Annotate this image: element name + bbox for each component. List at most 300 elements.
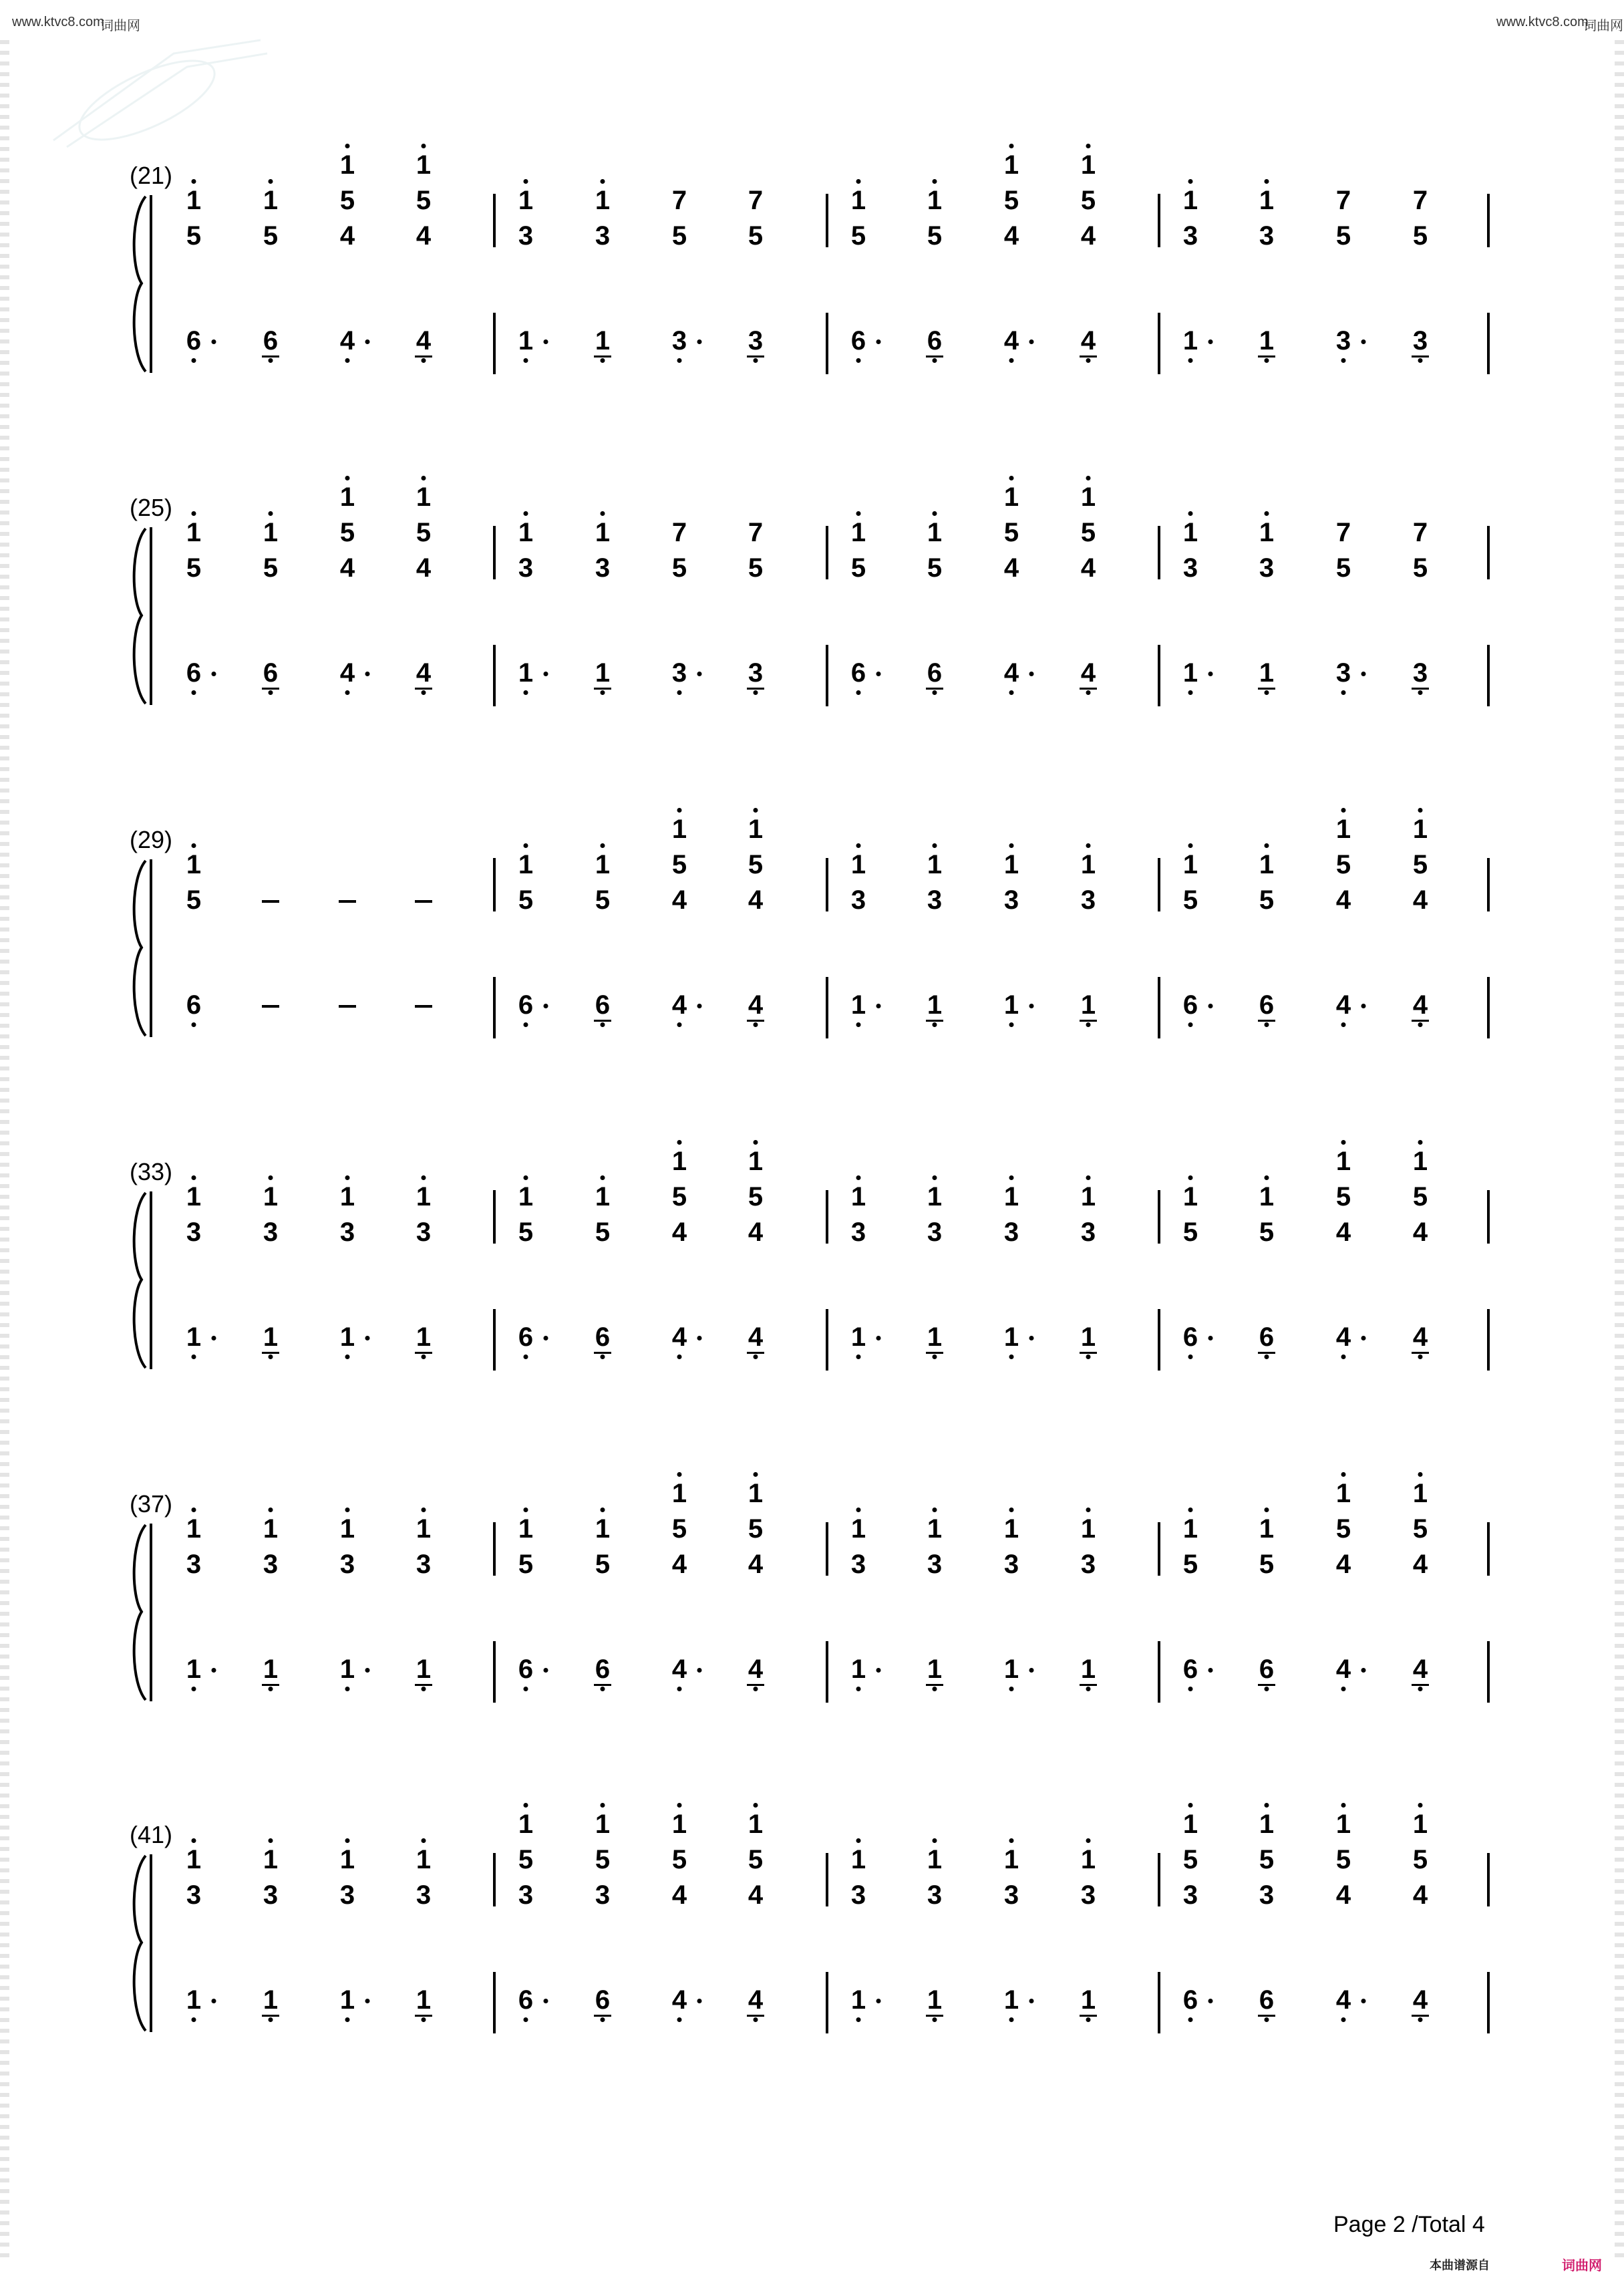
system-brace xyxy=(127,1190,154,1371)
high-octave-dot xyxy=(192,1175,196,1180)
bass-note: 6 xyxy=(927,326,943,355)
treble-note-high: 1 xyxy=(748,1479,764,1508)
treble-note-upper: 1 xyxy=(1182,186,1198,215)
bass-barline xyxy=(1158,645,1160,706)
bass-note: 6 xyxy=(518,1322,534,1352)
low-octave-dot xyxy=(856,690,861,695)
bass-note: 1 xyxy=(927,990,943,1020)
high-octave-dot xyxy=(1188,1508,1193,1512)
duration-dot xyxy=(1029,1004,1034,1008)
treble-note-lower: 3 xyxy=(1182,221,1198,251)
eighth-underline xyxy=(747,355,764,358)
system-brace xyxy=(127,858,154,1038)
treble-note-high: 1 xyxy=(671,1479,687,1508)
system-brace xyxy=(127,526,154,706)
treble-note-upper: 1 xyxy=(927,1182,943,1211)
treble-barline xyxy=(493,194,496,247)
treble-note-lower: 4 xyxy=(1412,1880,1428,1910)
low-octave-dot xyxy=(601,358,605,363)
bass-note: 6 xyxy=(1182,1322,1198,1352)
high-octave-dot xyxy=(345,1838,350,1843)
high-octave-dot xyxy=(754,808,758,813)
low-octave-dot xyxy=(524,1022,528,1027)
low-octave-dot xyxy=(1341,358,1346,363)
eighth-underline xyxy=(1080,1352,1097,1354)
treble-note-lower: 4 xyxy=(748,1550,764,1579)
bass-note: 3 xyxy=(671,658,687,688)
treble-note-high: 1 xyxy=(518,1810,534,1839)
treble-note-high: 1 xyxy=(1335,1147,1351,1176)
eighth-underline xyxy=(1412,355,1429,358)
low-octave-dot xyxy=(1188,2017,1193,2022)
low-octave-dot xyxy=(269,690,273,695)
treble-note-lower: 4 xyxy=(416,553,432,583)
bass-note: 1 xyxy=(850,1655,866,1684)
system-number: (29) xyxy=(130,826,173,853)
bass-note: 6 xyxy=(186,326,202,355)
treble-note-upper: 7 xyxy=(671,518,687,547)
bass-note: 1 xyxy=(416,1322,432,1352)
eighth-underline xyxy=(1080,355,1097,358)
high-octave-dot xyxy=(856,843,861,848)
eighth-underline xyxy=(747,1352,764,1354)
treble-note-high: 1 xyxy=(416,482,432,512)
treble-note-upper: 1 xyxy=(518,518,534,547)
high-octave-dot xyxy=(524,1508,528,1512)
low-octave-dot xyxy=(524,1687,528,1691)
treble-note-upper: 5 xyxy=(1259,1845,1275,1874)
treble-note-lower: 5 xyxy=(595,1218,611,1247)
treble-note-upper: 1 xyxy=(1003,1845,1019,1874)
bass-note: 1 xyxy=(850,1985,866,2015)
high-octave-dot xyxy=(1009,476,1014,480)
treble-barline xyxy=(1487,1522,1490,1576)
high-octave-dot xyxy=(524,511,528,516)
treble-note-lower: 3 xyxy=(339,1550,355,1579)
bass-note: 4 xyxy=(748,990,764,1020)
high-octave-dot xyxy=(933,1508,937,1512)
treble-note-upper: 5 xyxy=(416,186,432,215)
low-octave-dot xyxy=(269,358,273,363)
treble-note-lower: 3 xyxy=(416,1218,432,1247)
bass-note: 6 xyxy=(263,326,279,355)
treble-barline xyxy=(1158,194,1160,247)
high-octave-dot xyxy=(856,1508,861,1512)
duration-dot xyxy=(697,1336,702,1340)
header-right-site: www.ktvc8.com xyxy=(1496,15,1589,29)
low-octave-dot xyxy=(933,358,937,363)
bass-note: 6 xyxy=(595,1985,611,2015)
bass-note: 1 xyxy=(416,1985,432,2015)
duration-dot xyxy=(544,1336,548,1340)
treble-note-upper: 1 xyxy=(518,850,534,879)
treble-note-upper: 1 xyxy=(339,1514,355,1544)
header-right-name: 词曲网 xyxy=(1583,19,1623,33)
bass-note: 6 xyxy=(927,658,943,688)
eighth-underline xyxy=(594,355,611,358)
low-octave-dot xyxy=(1009,2017,1014,2022)
bass-note: 4 xyxy=(748,1655,764,1684)
low-octave-dot xyxy=(1265,690,1269,695)
treble-note-lower: 3 xyxy=(1080,885,1096,915)
treble-note-high: 1 xyxy=(1080,150,1096,180)
high-octave-dot xyxy=(1341,1803,1346,1808)
sustain-dash xyxy=(415,900,432,903)
low-octave-dot xyxy=(933,1022,937,1027)
treble-note-lower: 3 xyxy=(1182,1880,1198,1910)
bass-barline xyxy=(1487,645,1490,706)
treble-barline xyxy=(1158,1853,1160,1906)
low-octave-dot xyxy=(1341,690,1346,695)
duration-dot xyxy=(697,339,702,344)
treble-note-lower: 5 xyxy=(595,1550,611,1579)
high-octave-dot xyxy=(192,179,196,184)
duration-dot xyxy=(544,339,548,344)
low-octave-dot xyxy=(1341,1022,1346,1027)
high-octave-dot xyxy=(1086,1508,1091,1512)
treble-note-upper: 1 xyxy=(263,1514,279,1544)
eighth-underline xyxy=(747,688,764,690)
treble-note-upper: 5 xyxy=(339,186,355,215)
treble-note-upper: 5 xyxy=(671,850,687,879)
low-octave-dot xyxy=(856,1022,861,1027)
low-octave-dot xyxy=(269,1687,273,1691)
system-brace xyxy=(127,194,154,374)
bass-note: 6 xyxy=(850,658,866,688)
treble-note-high: 1 xyxy=(339,482,355,512)
low-octave-dot xyxy=(422,1354,426,1359)
duration-dot xyxy=(212,339,216,344)
bass-note: 1 xyxy=(595,326,611,355)
high-octave-dot xyxy=(754,1472,758,1477)
low-octave-dot xyxy=(677,1354,682,1359)
treble-note-lower: 3 xyxy=(850,1550,866,1579)
bass-note: 4 xyxy=(671,1655,687,1684)
eighth-underline xyxy=(262,355,279,358)
treble-note-lower: 4 xyxy=(1412,1218,1428,1247)
bass-barline xyxy=(1487,977,1490,1038)
system-brace xyxy=(127,1853,154,2033)
low-octave-dot xyxy=(601,1022,605,1027)
low-octave-dot xyxy=(1418,690,1423,695)
treble-note-upper: 5 xyxy=(416,518,432,547)
duration-dot xyxy=(1029,1668,1034,1673)
treble-note-lower: 3 xyxy=(416,1550,432,1579)
duration-dot xyxy=(1361,1004,1366,1008)
high-octave-dot xyxy=(601,843,605,848)
low-octave-dot xyxy=(1418,358,1423,363)
treble-barline xyxy=(1158,1190,1160,1244)
high-octave-dot xyxy=(524,179,528,184)
high-octave-dot xyxy=(1188,179,1193,184)
duration-dot xyxy=(365,672,370,676)
high-octave-dot xyxy=(677,808,682,813)
high-octave-dot xyxy=(601,1803,605,1808)
low-octave-dot xyxy=(1341,1687,1346,1691)
system-number: (25) xyxy=(130,494,173,521)
treble-note-upper: 5 xyxy=(748,1514,764,1544)
treble-note-upper: 1 xyxy=(518,1182,534,1211)
treble-note-upper: 5 xyxy=(518,1845,534,1874)
low-octave-dot xyxy=(345,690,350,695)
treble-note-upper: 1 xyxy=(416,1182,432,1211)
treble-note-upper: 1 xyxy=(518,186,534,215)
treble-note-lower: 5 xyxy=(671,221,687,251)
eighth-underline xyxy=(415,2015,432,2017)
high-octave-dot xyxy=(677,1803,682,1808)
low-octave-dot xyxy=(1265,1687,1269,1691)
bass-note: 6 xyxy=(1259,990,1275,1020)
low-octave-dot xyxy=(345,358,350,363)
treble-note-lower: 5 xyxy=(1182,1218,1198,1247)
treble-note-lower: 3 xyxy=(186,1218,202,1247)
eighth-underline xyxy=(1080,1684,1097,1686)
treble-note-lower: 5 xyxy=(1259,1550,1275,1579)
high-octave-dot xyxy=(601,179,605,184)
low-octave-dot xyxy=(1009,690,1014,695)
bass-note: 4 xyxy=(339,326,355,355)
bass-note: 3 xyxy=(1335,326,1351,355)
duration-dot xyxy=(1361,672,1366,676)
treble-note-high: 1 xyxy=(595,1810,611,1839)
bass-note: 6 xyxy=(1182,1985,1198,2015)
treble-note-lower: 5 xyxy=(186,553,202,583)
high-octave-dot xyxy=(1086,1838,1091,1843)
bass-note: 1 xyxy=(1182,658,1198,688)
bass-note: 3 xyxy=(1412,326,1428,355)
duration-dot xyxy=(212,1999,216,2003)
treble-note-lower: 4 xyxy=(1003,221,1019,251)
high-octave-dot xyxy=(1265,1508,1269,1512)
low-octave-dot xyxy=(1086,1687,1091,1691)
bass-note: 4 xyxy=(671,1322,687,1352)
treble-note-upper: 1 xyxy=(263,186,279,215)
bass-note: 1 xyxy=(1003,990,1019,1020)
header-left-name: 词曲网 xyxy=(100,19,140,33)
eighth-underline xyxy=(926,355,943,358)
system-brace xyxy=(127,1522,154,1703)
high-octave-dot xyxy=(1188,843,1193,848)
treble-note-lower: 3 xyxy=(927,1218,943,1247)
bass-note: 4 xyxy=(416,658,432,688)
treble-note-upper: 5 xyxy=(1412,850,1428,879)
treble-note-upper: 1 xyxy=(416,1514,432,1544)
treble-note-lower: 3 xyxy=(595,1880,611,1910)
eighth-underline xyxy=(1412,2015,1429,2017)
treble-note-lower: 3 xyxy=(1003,885,1019,915)
treble-barline xyxy=(1487,858,1490,911)
treble-note-lower: 5 xyxy=(748,221,764,251)
treble-note-upper: 1 xyxy=(850,518,866,547)
eighth-underline xyxy=(1080,688,1097,690)
treble-note-upper: 1 xyxy=(1182,1514,1198,1544)
low-octave-dot xyxy=(856,2017,861,2022)
low-octave-dot xyxy=(269,1354,273,1359)
treble-note-high: 1 xyxy=(1335,1479,1351,1508)
treble-note-lower: 3 xyxy=(518,1880,534,1910)
high-octave-dot xyxy=(1265,1175,1269,1180)
low-octave-dot xyxy=(1188,1687,1193,1691)
high-octave-dot xyxy=(1265,1803,1269,1808)
low-octave-dot xyxy=(1188,1022,1193,1027)
treble-note-high: 1 xyxy=(748,1810,764,1839)
treble-barline xyxy=(1487,526,1490,579)
high-octave-dot xyxy=(1341,1472,1346,1477)
eighth-underline xyxy=(415,688,432,690)
treble-note-lower: 3 xyxy=(1003,1550,1019,1579)
duration-dot xyxy=(876,1668,881,1673)
treble-note-upper: 1 xyxy=(339,1845,355,1874)
eighth-underline xyxy=(1258,2015,1275,2017)
high-octave-dot xyxy=(677,1140,682,1145)
bass-note: 1 xyxy=(595,658,611,688)
treble-note-upper: 1 xyxy=(927,1514,943,1544)
bass-note: 1 xyxy=(339,1322,355,1352)
duration-dot xyxy=(1208,1336,1213,1340)
bass-note: 1 xyxy=(186,1322,202,1352)
system-number: (41) xyxy=(130,1821,173,1848)
low-octave-dot xyxy=(192,690,196,695)
bass-note: 3 xyxy=(671,326,687,355)
low-octave-dot xyxy=(1009,1022,1014,1027)
treble-note-high: 1 xyxy=(1335,815,1351,844)
low-octave-dot xyxy=(933,2017,937,2022)
treble-note-lower: 5 xyxy=(263,221,279,251)
treble-note-upper: 1 xyxy=(1259,1182,1275,1211)
treble-note-lower: 5 xyxy=(1259,885,1275,915)
duration-dot xyxy=(876,1336,881,1340)
treble-note-lower: 3 xyxy=(1003,1218,1019,1247)
low-octave-dot xyxy=(1009,1354,1014,1359)
bass-note: 4 xyxy=(1080,326,1096,355)
high-octave-dot xyxy=(345,144,350,148)
duration-dot xyxy=(697,672,702,676)
high-octave-dot xyxy=(345,1175,350,1180)
treble-note-upper: 1 xyxy=(1182,850,1198,879)
treble-barline xyxy=(1487,1853,1490,1906)
low-octave-dot xyxy=(677,2017,682,2022)
treble-note-upper: 5 xyxy=(1335,1514,1351,1544)
eighth-underline xyxy=(594,688,611,690)
bass-note: 4 xyxy=(1335,990,1351,1020)
treble-note-upper: 1 xyxy=(1080,1845,1096,1874)
treble-note-upper: 5 xyxy=(1412,1514,1428,1544)
bass-note: 1 xyxy=(263,1322,279,1352)
low-octave-dot xyxy=(754,1354,758,1359)
high-octave-dot xyxy=(524,843,528,848)
treble-note-upper: 1 xyxy=(595,518,611,547)
eighth-underline xyxy=(1412,688,1429,690)
duration-dot xyxy=(697,1999,702,2003)
treble-barline xyxy=(1487,1190,1490,1244)
bass-barline xyxy=(1487,1972,1490,2033)
low-octave-dot xyxy=(192,2017,196,2022)
eighth-underline xyxy=(594,2015,611,2017)
treble-note-lower: 3 xyxy=(850,1880,866,1910)
treble-note-high: 1 xyxy=(1003,482,1019,512)
treble-note-lower: 4 xyxy=(1335,1218,1351,1247)
treble-note-lower: 4 xyxy=(1335,1550,1351,1579)
treble-note-upper: 1 xyxy=(1182,1182,1198,1211)
bass-barline xyxy=(1158,313,1160,374)
bass-note: 4 xyxy=(671,1985,687,2015)
low-octave-dot xyxy=(192,358,196,363)
high-octave-dot xyxy=(192,511,196,516)
system-number: (33) xyxy=(130,1158,173,1185)
treble-note-lower: 5 xyxy=(1335,221,1351,251)
eighth-underline xyxy=(1258,1352,1275,1354)
treble-note-lower: 5 xyxy=(1412,221,1428,251)
bass-note: 6 xyxy=(186,658,202,688)
treble-note-lower: 3 xyxy=(1182,553,1198,583)
bass-note: 1 xyxy=(850,1322,866,1352)
bass-barline xyxy=(1158,1972,1160,2033)
bass-barline xyxy=(1487,313,1490,374)
bass-barline xyxy=(493,977,496,1038)
bass-barline xyxy=(826,1972,828,2033)
bass-note: 1 xyxy=(850,990,866,1020)
high-octave-dot xyxy=(269,1838,273,1843)
bass-note: 1 xyxy=(1080,1655,1096,1684)
high-octave-dot xyxy=(1009,843,1014,848)
eighth-underline xyxy=(926,688,943,690)
treble-note-lower: 3 xyxy=(850,1218,866,1247)
bass-note: 6 xyxy=(263,658,279,688)
high-octave-dot xyxy=(1341,808,1346,813)
treble-note-upper: 1 xyxy=(339,1182,355,1211)
high-octave-dot xyxy=(345,1508,350,1512)
eighth-underline xyxy=(926,1020,943,1022)
low-octave-dot xyxy=(345,1354,350,1359)
treble-note-lower: 5 xyxy=(518,1218,534,1247)
bass-barline xyxy=(1158,977,1160,1038)
treble-barline xyxy=(826,1190,828,1244)
low-octave-dot xyxy=(1086,690,1091,695)
treble-note-lower: 3 xyxy=(595,553,611,583)
bass-note: 1 xyxy=(1259,326,1275,355)
high-octave-dot xyxy=(1265,843,1269,848)
low-octave-dot xyxy=(1188,1354,1193,1359)
low-octave-dot xyxy=(345,1687,350,1691)
low-octave-dot xyxy=(933,1354,937,1359)
duration-dot xyxy=(697,1668,702,1673)
bass-note: 4 xyxy=(671,990,687,1020)
treble-note-upper: 5 xyxy=(1080,186,1096,215)
duration-dot xyxy=(697,1004,702,1008)
treble-note-upper: 1 xyxy=(850,186,866,215)
bass-note: 6 xyxy=(595,1322,611,1352)
treble-note-upper: 5 xyxy=(1335,850,1351,879)
treble-note-lower: 3 xyxy=(1080,1550,1096,1579)
low-octave-dot xyxy=(601,2017,605,2022)
low-octave-dot xyxy=(524,358,528,363)
sustain-dash xyxy=(262,900,279,903)
high-octave-dot xyxy=(269,511,273,516)
treble-note-upper: 1 xyxy=(1080,1182,1096,1211)
high-octave-dot xyxy=(1009,144,1014,148)
high-octave-dot xyxy=(933,843,937,848)
treble-note-upper: 5 xyxy=(595,1845,611,1874)
treble-note-lower: 3 xyxy=(263,1218,279,1247)
treble-note-lower: 3 xyxy=(850,885,866,915)
treble-note-upper: 1 xyxy=(1080,850,1096,879)
duration-dot xyxy=(365,1668,370,1673)
treble-note-upper: 1 xyxy=(595,1514,611,1544)
treble-note-upper: 1 xyxy=(927,518,943,547)
treble-note-upper: 7 xyxy=(671,186,687,215)
bass-note: 1 xyxy=(263,1655,279,1684)
high-octave-dot xyxy=(933,511,937,516)
